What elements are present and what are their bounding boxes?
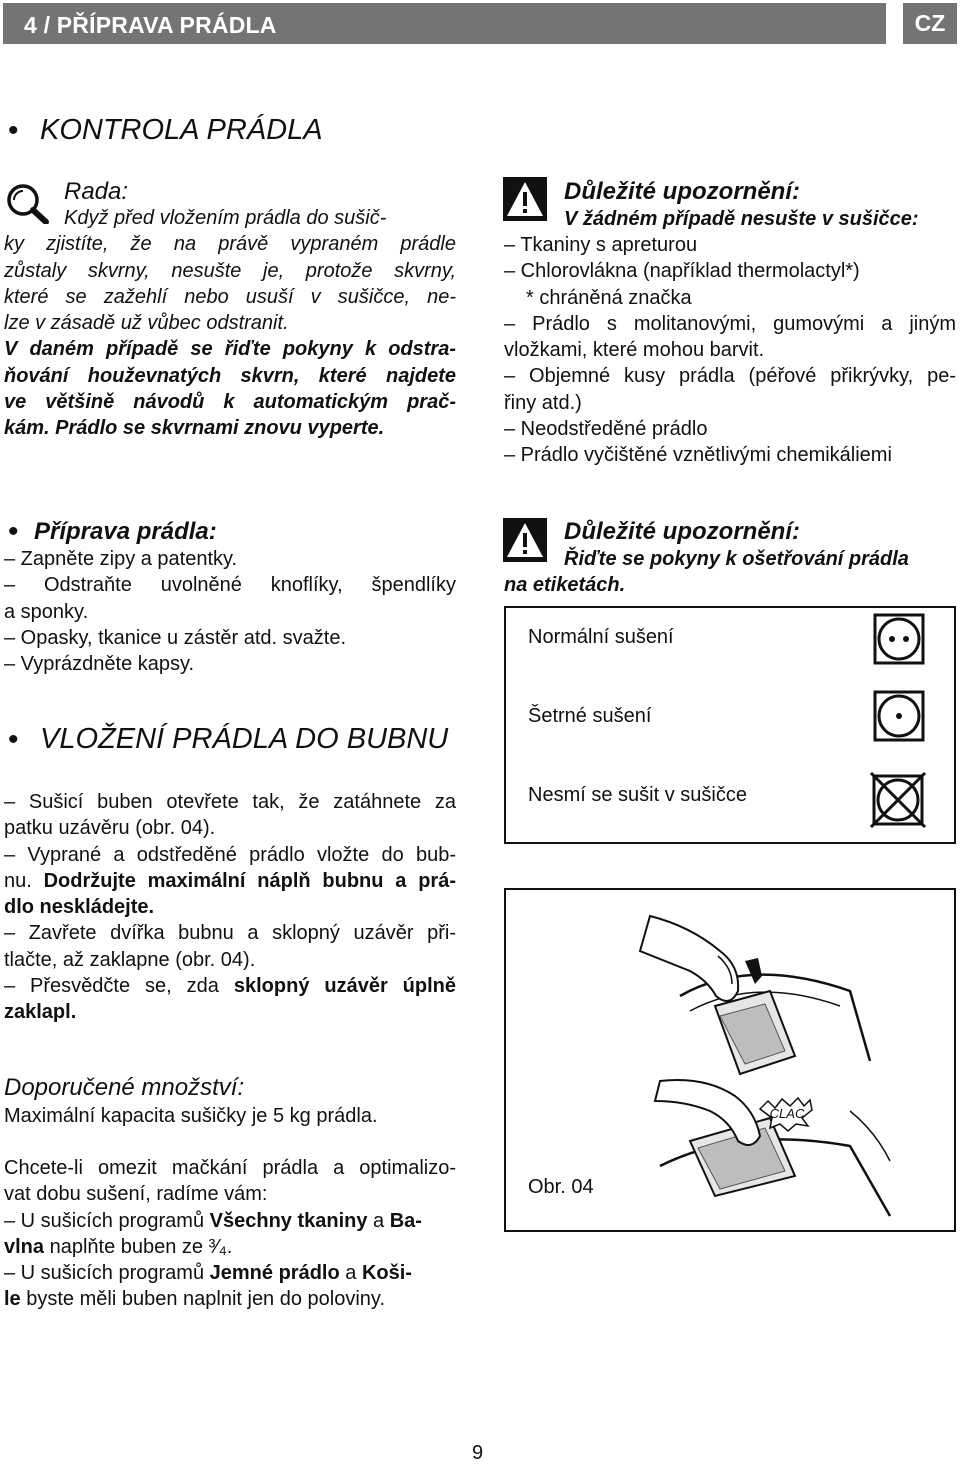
bullet: •	[8, 114, 19, 147]
vlozeni-emphasis: zaklapl.	[4, 1001, 77, 1024]
do-not-tumble-dry-icon	[869, 771, 927, 829]
warning1-subtitle: V žádném případě nesušte v sušičce:	[564, 208, 919, 230]
tip-line: které se zažehlí nebo usuší v sušičce, ne-	[4, 285, 456, 308]
vlozeni-text-run: – Přesvědčte se, zda	[4, 975, 234, 998]
tip-line: V daném případě se řiďte pokyny k odstra-	[4, 338, 456, 361]
tip-line: ky zjistíte, že na právě vypraném prádle	[4, 233, 456, 256]
trademark-note: * chráněná značka	[526, 286, 692, 309]
heading-kontrola: KONTROLA PRÁDLA	[40, 114, 323, 146]
page-number: 9	[472, 1442, 484, 1464]
care-label-gentle: Šetrné sušení	[528, 705, 652, 727]
warning1-item: – Neodstředěné prádlo	[504, 418, 708, 441]
warning-icon	[503, 177, 547, 221]
warning1-item: – Objemné kusy prádla (péřové přikrývky, pe-	[504, 365, 956, 388]
vlozeni-text-run: nu.	[4, 869, 44, 892]
text-run: byste měli buben naplnit jen do poloviny.	[20, 1288, 385, 1311]
warning-icon	[503, 518, 547, 562]
vlozeni-line	[4, 973, 456, 999]
section-title: 4 / PŘÍPRAVA PRÁDLA	[24, 12, 277, 38]
tumble-dry-gentle-icon	[873, 690, 925, 742]
text-run: a	[367, 1209, 390, 1232]
vlozeni-line: patku uzávěru (obr. 04).	[4, 817, 216, 840]
capacity-text: Maximální kapacita sušičky je 5 kg prádla.	[4, 1105, 378, 1127]
tip-text	[4, 205, 456, 442]
program-name: vlna	[4, 1235, 45, 1258]
vlozeni-line: tlačte, až zaklapne (obr. 04).	[4, 948, 256, 971]
tip-line: kám. Prádlo se skvrnami znovu vyperte.	[4, 417, 385, 440]
doporucene-line	[4, 1260, 456, 1286]
tip-line: ve většině návodů k automatickým prač-	[4, 391, 456, 414]
tumble-dry-normal-icon	[873, 613, 925, 665]
warning1-title: Důležité upozornění:	[564, 178, 800, 205]
text-run: – U sušicích programů	[4, 1262, 210, 1285]
text-run: – U sušicích programů	[4, 1209, 210, 1232]
warning1-item: vložkami, které mohou barvit.	[504, 339, 765, 362]
program-name: Ba-	[389, 1209, 422, 1232]
tip-line: zůstaly skvrny, nesušte je, protože skvrny,	[4, 259, 456, 282]
doporucene-line	[4, 1286, 456, 1312]
tip-title: Rada:	[64, 178, 129, 205]
doporucene-text	[4, 1155, 456, 1313]
vlozeni-line	[4, 868, 456, 894]
doporucene-line: Chcete-li omezit mačkání prádla a optimalizo-	[4, 1157, 456, 1179]
vlozeni-emphasis: sklopný uzávěr úplně	[233, 975, 457, 998]
care-label-no-dryer: Nesmí se sušit v sušičce	[528, 784, 747, 806]
heading-vlozeni: VLOŽENÍ PRÁDLA DO BUBNU	[40, 723, 449, 755]
program-name: Všechny tkaniny	[209, 1209, 368, 1232]
care-label-normal: Normální sušení	[528, 626, 674, 648]
figure-caption: Obr. 04	[528, 1176, 594, 1198]
priprava-list	[4, 546, 456, 677]
vlozeni-emphasis: Dodržujte maximální náplň bubnu a prá-	[43, 869, 456, 892]
priprava-item: – Odstraňte uvolněné knoflíky, špendlíky	[4, 574, 456, 597]
heading-priprava: Příprava prádla:	[34, 518, 217, 545]
warning2-title: Důležité upozornění:	[564, 518, 800, 545]
tip-line: lze v zásadě už vůbec odstranit.	[4, 312, 289, 335]
tip-line: Když před vložením prádla do sušič-	[64, 207, 387, 229]
clac-label: CLAC	[769, 1106, 805, 1121]
warning1-item: – Prádlo s molitanovými, gumovými a jiným	[504, 312, 956, 335]
vlozeni-text	[4, 789, 456, 1026]
vlozeni-emphasis: dlo neskládejte.	[4, 896, 155, 919]
text-run: naplňte buben ze ³⁄₄.	[44, 1235, 233, 1258]
bullet: •	[8, 723, 19, 756]
bullet: •	[8, 515, 19, 548]
header-bar	[3, 3, 886, 44]
program-name: le	[4, 1288, 21, 1311]
heading-doporucene: Doporučené množství:	[4, 1074, 245, 1101]
doporucene-line: vat dobu sušení, radíme vám:	[4, 1183, 268, 1206]
program-name: Jemné prádlo	[209, 1262, 340, 1285]
warning1-item: – Prádlo vyčištěné vznětlivými chemikáliemi	[504, 444, 892, 467]
priprava-item: a sponky.	[4, 600, 89, 623]
tip-line: ňování houževnatých skvrn, které najdete	[4, 364, 456, 387]
vlozeni-line: – Sušicí buben otevřete tak, že zatáhnete za	[4, 791, 456, 813]
warning1-item: – Tkaniny s apreturou	[504, 234, 698, 256]
language-badge: CZ	[903, 3, 957, 44]
program-name: Koši-	[361, 1262, 412, 1285]
warning2-line: na etiketách.	[504, 574, 626, 596]
doporucene-line	[4, 1208, 456, 1234]
vlozeni-line: – Zavřete dvířka bubnu a sklopný uzávěr při-	[4, 922, 456, 945]
priprava-item: – Zapněte zipy a patentky.	[4, 548, 238, 570]
warning2-line: Řiďte se pokyny k ošetřování prádla	[564, 548, 909, 570]
priprava-item: – Vyprázdněte kapsy.	[4, 653, 195, 676]
text-run: a	[339, 1262, 362, 1285]
priprava-item: – Opasky, tkanice u zástěr atd. svažte.	[4, 626, 347, 649]
drum-door-illustration	[620, 896, 950, 1226]
warning1-list	[504, 232, 956, 469]
warning1-item: – Chlorovlákna (například thermolactyl*)	[504, 260, 860, 283]
doporucene-line	[4, 1234, 456, 1260]
vlozeni-line: – Vyprané a odstředěné prádlo vložte do bub-	[4, 843, 456, 866]
warning1-item: řiny atd.)	[504, 391, 582, 414]
